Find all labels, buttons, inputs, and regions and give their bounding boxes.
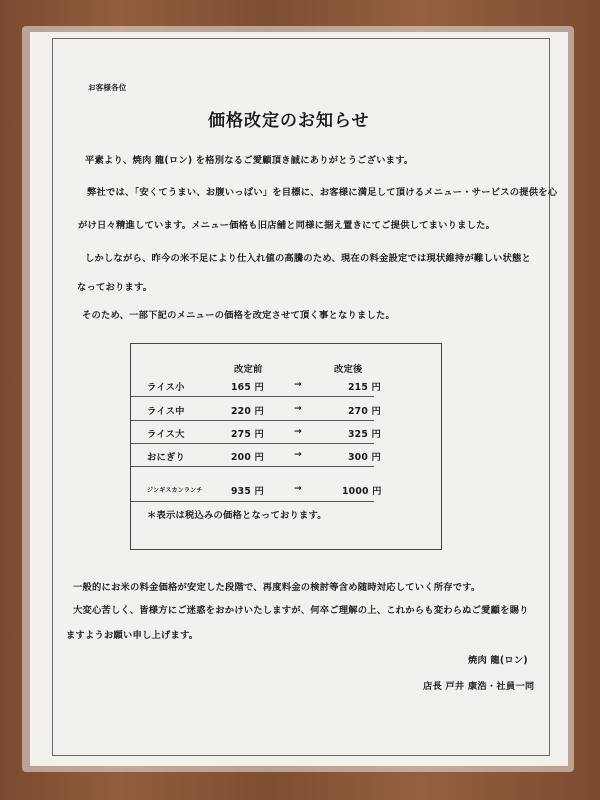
paragraph-line: そのため、一部下記のメニューの価格を改定させて頂く事となりました。 (82, 310, 396, 321)
arrow-icon: → (294, 483, 302, 494)
tax-note: ＊表示は税込みの価格となっております。 (147, 510, 327, 521)
price-after: 1000 円 (342, 486, 382, 497)
row-divider (131, 466, 374, 467)
header-before: 改定前 (234, 364, 263, 375)
paragraph-line: 弊社では、「安くてうまい、お腹いっぱい」を目標に、お客様に満足して頂けるメニュー・サービスの提供を心 (87, 187, 558, 198)
row-divider (131, 396, 374, 397)
row-divider (131, 420, 374, 421)
header-after: 改定後 (334, 364, 363, 375)
item-name: ライス大 (147, 429, 185, 440)
salutation: お客様各位 (88, 83, 127, 92)
row-divider (131, 501, 374, 502)
price-before: 275 円 (231, 429, 264, 440)
arrow-icon: → (294, 379, 302, 390)
price-after: 270 円 (348, 406, 381, 417)
arrow-icon: → (294, 403, 302, 414)
price-after: 325 円 (348, 429, 381, 440)
closing-line: 一般的にお米の料金価格が安定した段階で、再度料金の検討等含め随時対応していく所存です。 (73, 582, 481, 593)
closing-line: ますようお願い申し上げます。 (66, 630, 199, 641)
price-before: 165 円 (231, 382, 264, 393)
item-name: おにぎり (147, 452, 185, 463)
item-name: ライス中 (147, 406, 185, 417)
price-before: 220 円 (231, 406, 264, 417)
price-after: 215 円 (348, 382, 381, 393)
signature-staff: 店長 戸井 康浩・社員一同 (423, 681, 535, 692)
price-after: 300 円 (348, 452, 381, 463)
item-name: ライス小 (147, 382, 185, 393)
price-table (130, 343, 442, 550)
signature-shop: 焼肉 龍(ロン) (468, 655, 528, 666)
paragraph-line: しかしながら、昨今の米不足により仕入れ値の高騰のため、現在の料金設定では現状維持が難しい状態と (85, 253, 531, 264)
price-before: 935 円 (231, 486, 264, 497)
price-before: 200 円 (231, 452, 264, 463)
arrow-icon: → (294, 426, 302, 437)
paragraph-line: なっております。 (77, 282, 153, 293)
paragraph-line: がけ日々精進しています。メニュー価格も旧店舗と同様に据え置きにてご提供してまいりました。 (78, 220, 496, 231)
notice-title: 価格改定のお知らせ (208, 111, 370, 131)
item-name: ジンギスカンランチ (147, 487, 203, 494)
paragraph-greeting: 平素より、焼肉 龍(ロン) を格別なるご愛顧頂き誠にありがとうございます。 (85, 155, 414, 166)
arrow-icon: → (294, 449, 302, 460)
closing-line: 大変心苦しく、皆様方にご迷惑をおかけいたしますが、何卒ご理解の上、これからも変わらぬご愛顧を賜り (73, 605, 529, 616)
row-divider (131, 443, 374, 444)
